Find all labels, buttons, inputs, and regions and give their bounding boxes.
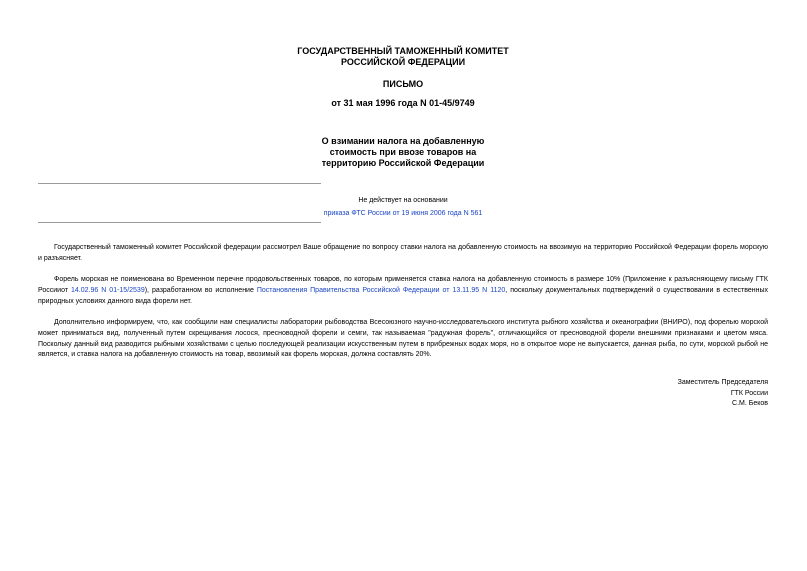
signature-block bbox=[568, 378, 768, 410]
doc-subject-line2: стоимость при ввозе товаров на bbox=[329, 147, 477, 157]
divider-bottom bbox=[38, 222, 321, 223]
status-link[interactable]: приказа ФТС России от 19 июня 2006 года N 561 bbox=[323, 210, 483, 217]
paragraph-2-text-a: Форель морская не поименована во Временном перечне продовольственных товаров, по которым применяется ставка налога на добавленную стоимость в размере 10% (Приложение к разъясняющему письму ГТК Россииот bbox=[38, 276, 768, 294]
divider-top bbox=[38, 183, 321, 184]
org-title-line2: РОССИЙСКОЙ ФЕДЕРАЦИИ bbox=[340, 57, 466, 67]
doc-date-number: от 31 мая 1996 года N 01-45/9749 bbox=[331, 98, 475, 108]
doc-subject bbox=[38, 136, 768, 169]
org-title-line1: ГОСУДАРСТВЕННЫЙ ТАМОЖЕННЫЙ КОМИТЕТ bbox=[297, 46, 509, 56]
paragraph-1: Государственный таможенный комитет Российской федерации рассмотрел Ваше обращение по вопросу ставки налога на добавленную стоимость на ввозимую на территорию Российской Федерации форель морскую и разъясняет. bbox=[38, 244, 768, 262]
signature-title: Заместитель Председателя bbox=[677, 379, 768, 386]
paragraph-2-text-b: ), разработанном во исполнение bbox=[144, 286, 257, 294]
paragraph-2-text-c: , поскольку документальных подтверждений о существовании в естественных природных условиях данного вида форели нет. bbox=[38, 286, 768, 305]
signature-org: ГТК России bbox=[730, 389, 768, 397]
doc-subject-line1: О взимании налога на добавленную bbox=[321, 136, 485, 146]
doc-type: ПИСЬМО bbox=[382, 79, 424, 89]
org-title bbox=[38, 46, 768, 68]
status-line: Не действует на основании bbox=[358, 197, 448, 204]
signature-name: С.М. Беков bbox=[732, 400, 768, 407]
paragraph-2 bbox=[38, 275, 768, 307]
status-notice bbox=[38, 196, 768, 218]
paragraph-3: Дополнительно информируем, что, как сообщили нам специалисты лаборатории рыбоводства Всесоюзного научно-исследовательского института рыбного хозяйства и океанографии (ВНИРО), под форелью морской может приниматься вид, полученный путем скрещивания лосося, пресноводной форели и семги, так называемая "радужная форель", отличающийся от пресноводной форели внешними признаками и цветом мяса. Поскольку данный вид разводится рыбными хозяйствами с целью последующей реализации искусственным путем в прибрежных водах моря, но в открытое море не выпускается, данная рыба, по сути, морской рыбой не является, и ставка налога на добавленную стоимость на товар, ввозимый как форель морская, должна составлять 20%. bbox=[38, 319, 768, 359]
doc-subject-line3: территорию Российской Федерации bbox=[321, 158, 485, 168]
letter-link[interactable]: 14.02.96 N 01-15/2539 bbox=[71, 286, 145, 294]
resolution-link[interactable]: Постановления Правительства Российской Федерации от 13.11.95 N 1120 bbox=[256, 286, 506, 294]
